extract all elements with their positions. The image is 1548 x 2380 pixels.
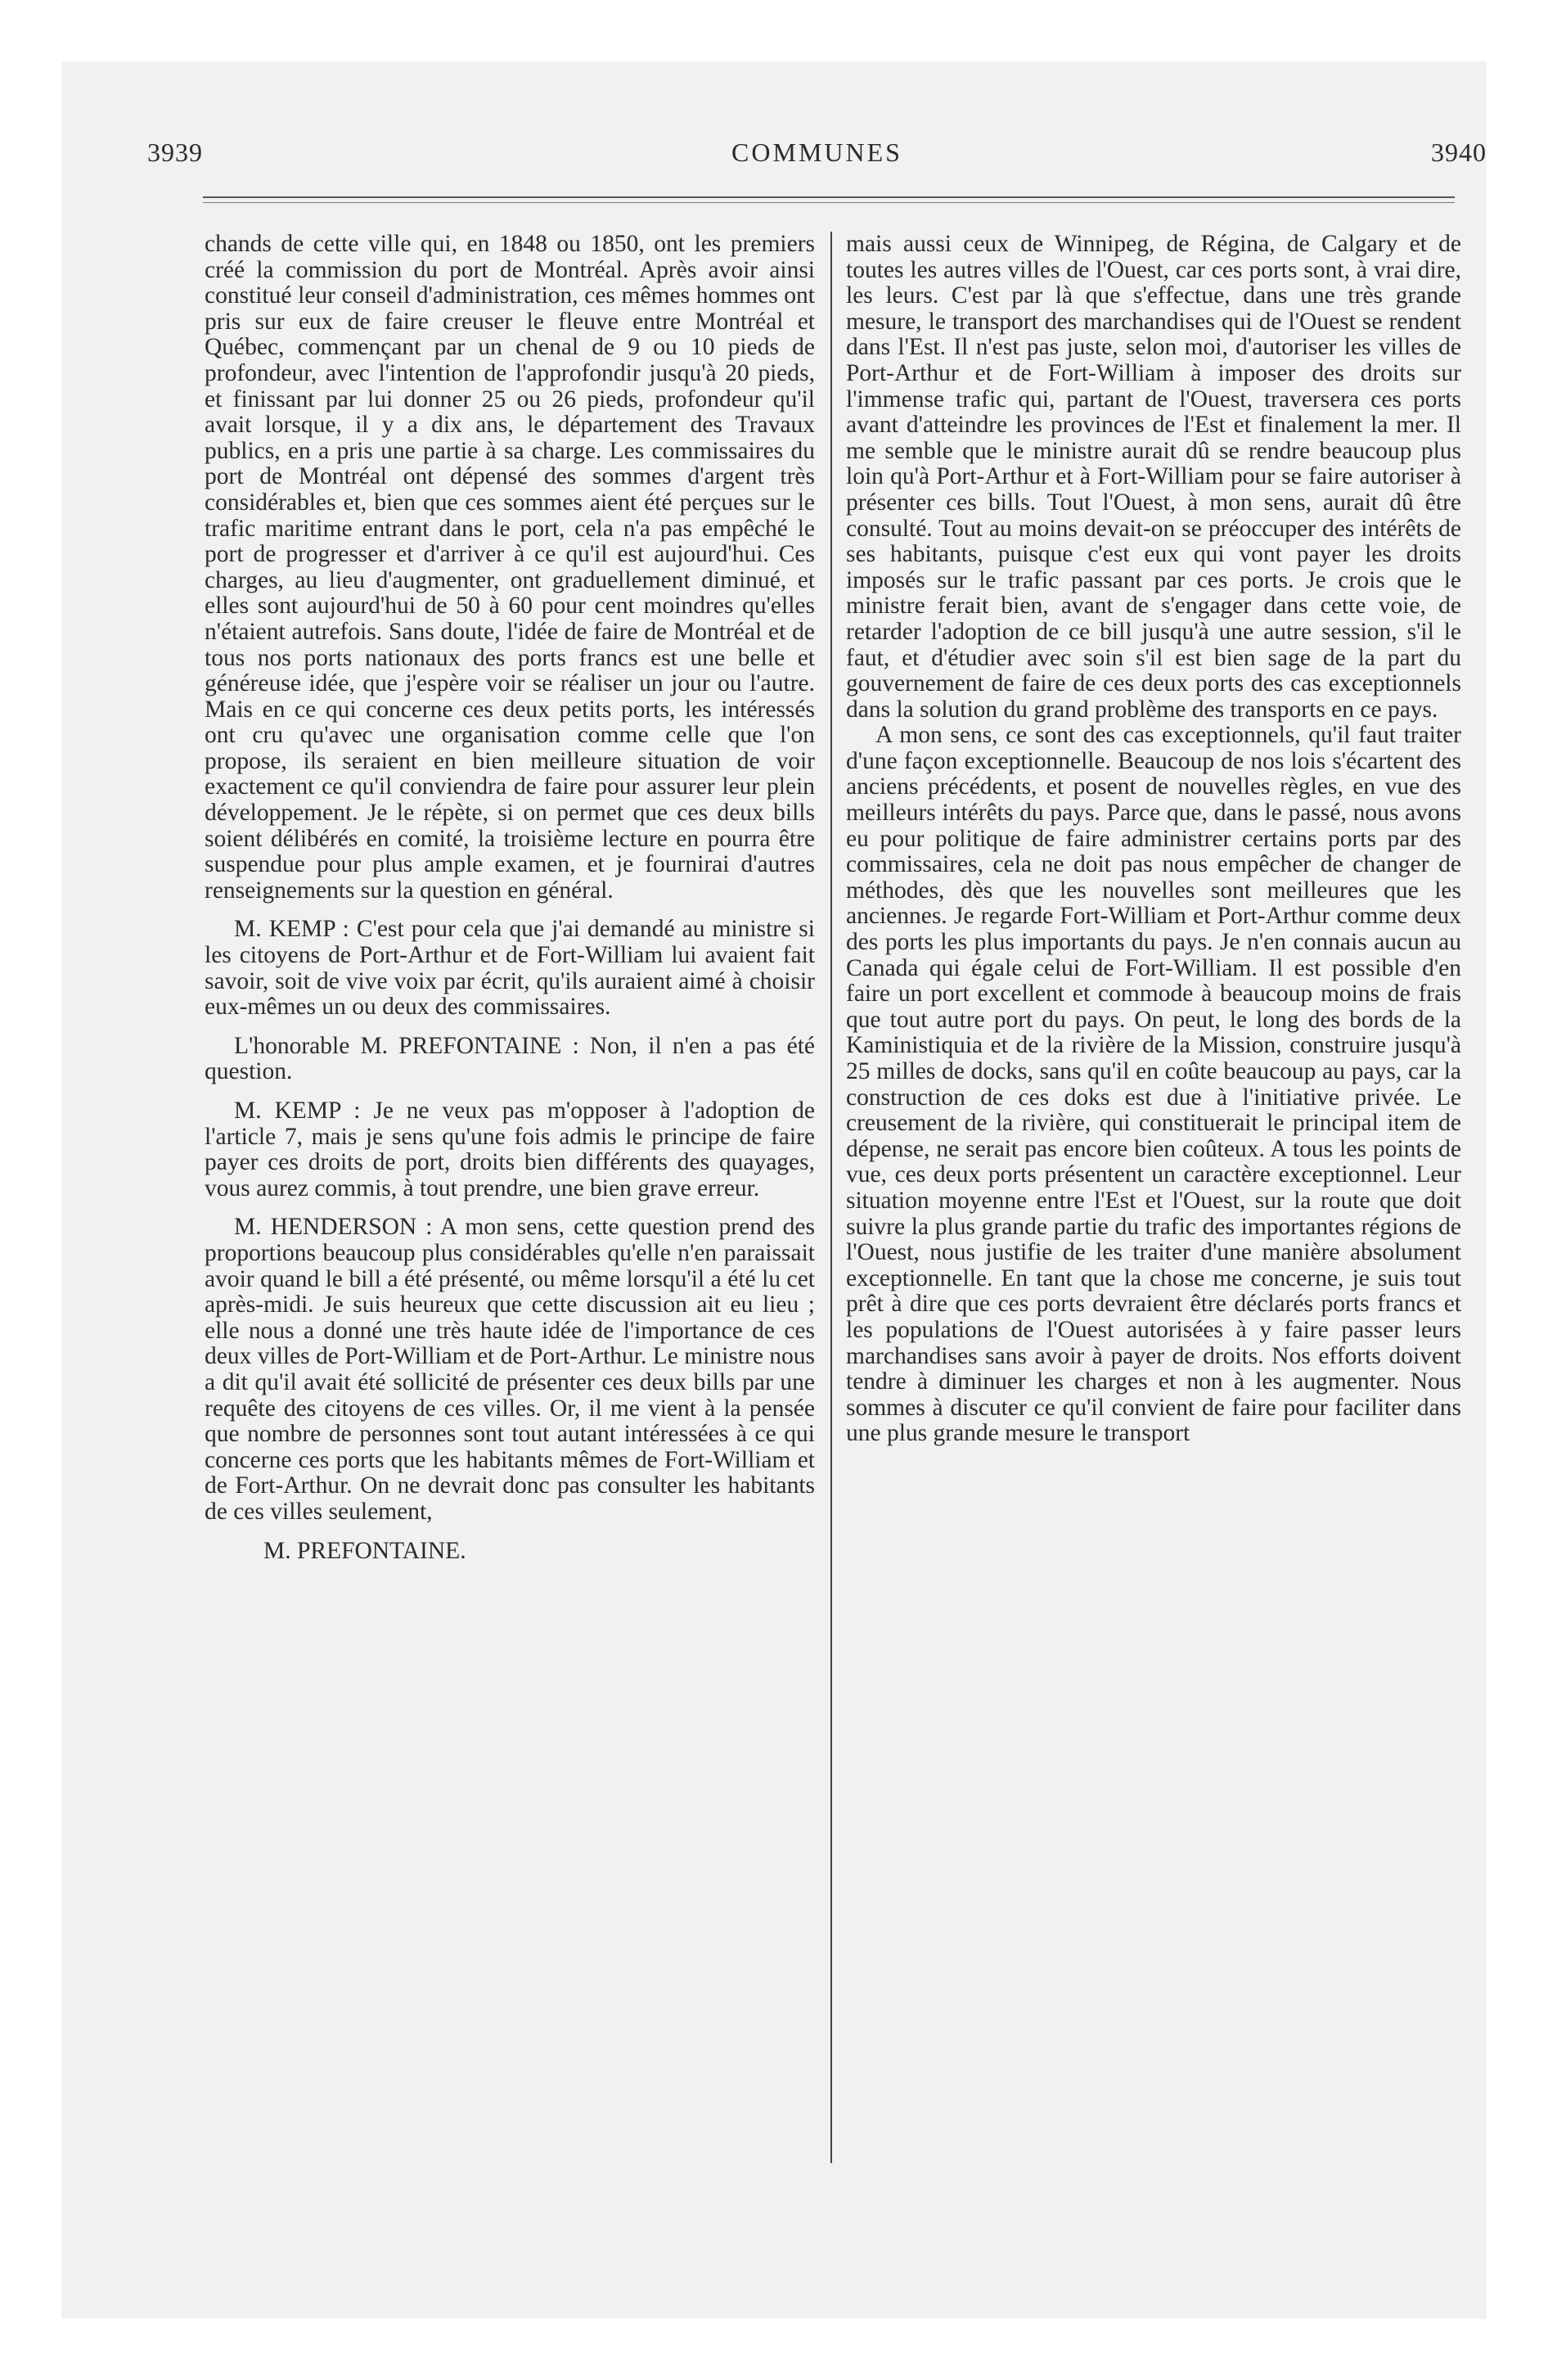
footer-speaker-name: M. PREFONTAINE. xyxy=(263,1537,466,1564)
paragraph-kemp-2: M. KEMP : Je ne veux pas m'opposer à l'adoption de l'article 7, mais je sens qu'une fois admis le principe de faire payer ces droits de port, droits bien différents des quayages, vous aurez commis, à tout prendre, une bien grave erreur. xyxy=(205,1098,815,1201)
header-rule-thin xyxy=(203,202,1455,203)
paragraph-prefontaine: L'honorable M. PREFONTAINE : Non, il n'en a pas été question. xyxy=(205,1032,815,1085)
left-column xyxy=(205,232,815,1564)
right-column xyxy=(846,232,1461,1447)
column-divider xyxy=(830,232,832,2163)
paragraph: A mon sens, ce sont des cas exceptionnels, qu'il faut traiter d'une façon exceptionnelle. Beaucoup de nos lois s'écartent des anciens précédents, et posent de nouvelles règles, en vue des meilleurs intérêts du pays. Parce que, dans le passé, nous avons eu pour politique de faire administrer certains ports par des commissaires, cela ne doit pas nous empêcher de changer de méthodes, dès que les nouvelles sont meilleures que les anciennes. Je regarde Fort-William et Port-Arthur comme deux des ports les plus importants du pays. Je n'en connais aucun au Canada qui égale celui de Fort-William. Il est possible d'en faire un port excellent et commode à beaucoup moins de frais que tout autre port du pays. On peut, le long des bords de la Kaministiquia et de la rivière de la Mission, construire jusqu'à 25 milles de docks, sans qu'il en coûte beaucoup au pays, car la construction de ces doks est due à l'initiative privée. Le creusement de la rivière, qui constituerait le principal item de dépense, ne serait pas encore bien coûteux. A tous les points de vue, ces deux ports présentent un caractère exceptionnel. Leur situation moyenne entre l'Est et l'Ouest, sur la route que doit suivre la plus grande partie du trafic des importantes régions de l'Ouest, nous justifie de les traiter d'une manière absolument exceptionnelle. En tant que la chose me concerne, je suis tout prêt à dire que ces ports devraient être déclarés ports francs et les populations de l'Ouest autorisées à y faire passer leurs marchandises sans avoir à payer de droits. Nos efforts doivent tendre à diminuer les charges et non à les augmenter. Nous sommes à discuter ce qu'il convient de faire pour faciliter dans une plus grande mesure le transport xyxy=(846,722,1461,1447)
page-number-right: 3940 xyxy=(1431,137,1487,167)
paragraph-kemp-1: M. KEMP : C'est pour cela que j'ai demandé au ministre si les citoyens de Port-Arthur et de Fort-William lui avaient fait savoir, soit de vive voix par écrit, qu'ils auraient aimé à choisir eux-mêmes un ou deux des commissaires. xyxy=(205,916,815,1021)
paragraph-henderson: M. HENDERSON : A mon sens, cette question prend des proportions beaucoup plus considérables qu'elle n'en paraissait avoir quand le bill a été présenté, ou même lorsqu'il a été lu cet après-midi. Je suis heureux que cette discussion ait eu lieu ; elle nous a donné une très haute idée de l'importance de ces deux villes de Port-William et de Port-Arthur. Le ministre nous a dit qu'il avait été sollicité de présenter ces deux bills par une requête des citoyens de ces villes. Or, il me vient à la pensée que nombre de personnes sont tout autant intéressées à ce qui concerne ces ports que les habitants mêmes de Fort-William et de Fort-Arthur. On ne devrait donc pas consulter les habitants de ces villes seulement, xyxy=(205,1214,816,1525)
page-number-left: 3939 xyxy=(147,137,203,167)
paragraph: chands de cette ville qui, en 1848 ou 1850, ont les premiers créé la commission du port de Montréal. Après avoir ainsi constitué leur conseil d'administration, ces mêmes hommes ont pris sur eux de faire creuser le fleuve entre Montréal et Québec, commençant par un chenal de 9 ou 10 pieds de profondeur, avec l'intention de l'approfondir jusqu'à 20 pieds, et finissant par lui donner 25 ou 26 pieds, profondeur qu'il avait lorsque, il y a dix ans, le département des Travaux publics, en a pris une partie à sa charge. Les commissaires du port de Montréal ont dépensé des sommes d'argent très considérables et, bien que ces sommes aient été perçues sur le trafic maritime entrant dans le port, cela n'a pas empêché le port de progresser et d'arriver à ce qu'il est aujourd'hui. Ces charges, au lieu d'augmenter, ont graduellement diminué, et elles sont aujourd'hui de 50 à 60 pour cent moindres qu'elles n'étaient autrefois. Sans doute, l'idée de faire de Montréal et de tous nos ports nationaux des ports francs est une belle et généreuse idée, que j'espère voir se réaliser un jour ou l'autre. Mais en ce qui concerne ces deux petits ports, les intéressés ont cru qu'avec une organisation comme celle que l'on propose, ils seraient en bien meilleure situation de voir exactement ce qu'il conviendra de faire pour assurer leur plein développement. Je le répète, si on permet que ces deux bills soient délibérés en comité, la troisième lecture en pourra être suspendue pour plus ample examen, et je fournirai d'autres renseignements sur la question en général. xyxy=(205,231,815,904)
page-header xyxy=(147,137,1487,170)
header-rule xyxy=(203,196,1455,198)
paragraph: mais aussi ceux de Winnipeg, de Régina, de Calgary et de toutes les autres villes de l'Ouest, car ces ports sont, à vrai dire, les leurs. C'est par là que s'effectue, dans une très grande mesure, le transport des marchandises qui de l'Ouest se rendent dans l'Est. Il n'est pas juste, selon moi, d'autoriser les villes de Port-Arthur et de Fort-William à imposer des droits sur l'immense trafic qui, partant de l'Ouest, traversera ces ports avant d'atteindre les provinces de l'Est et finalement la mer. Il me semble que le ministre aurait dû se rendre beaucoup plus loin qu'à Port-Arthur et à Fort-William pour se faire autoriser à présenter ces bills. Tout l'Ouest, à mon sens, aurait dû être consulté. Tout au moins devait-on se préoccuper des intérêts de ses habitants, puisque c'est eux qui vont payer les droits imposés sur le trafic passant par ces ports. Je crois que le ministre ferait bien, avant de s'engager dans cette voie, de retarder l'adoption de ce bill jusqu'à une autre session, s'il le faut, et d'étudier avec soin s'il est bien sage de la part du gouvernement de faire de ces deux ports des cas exceptionnels dans la solution du grand problème des transports en ce pays. xyxy=(846,231,1461,723)
running-title: COMMUNES xyxy=(731,137,902,167)
